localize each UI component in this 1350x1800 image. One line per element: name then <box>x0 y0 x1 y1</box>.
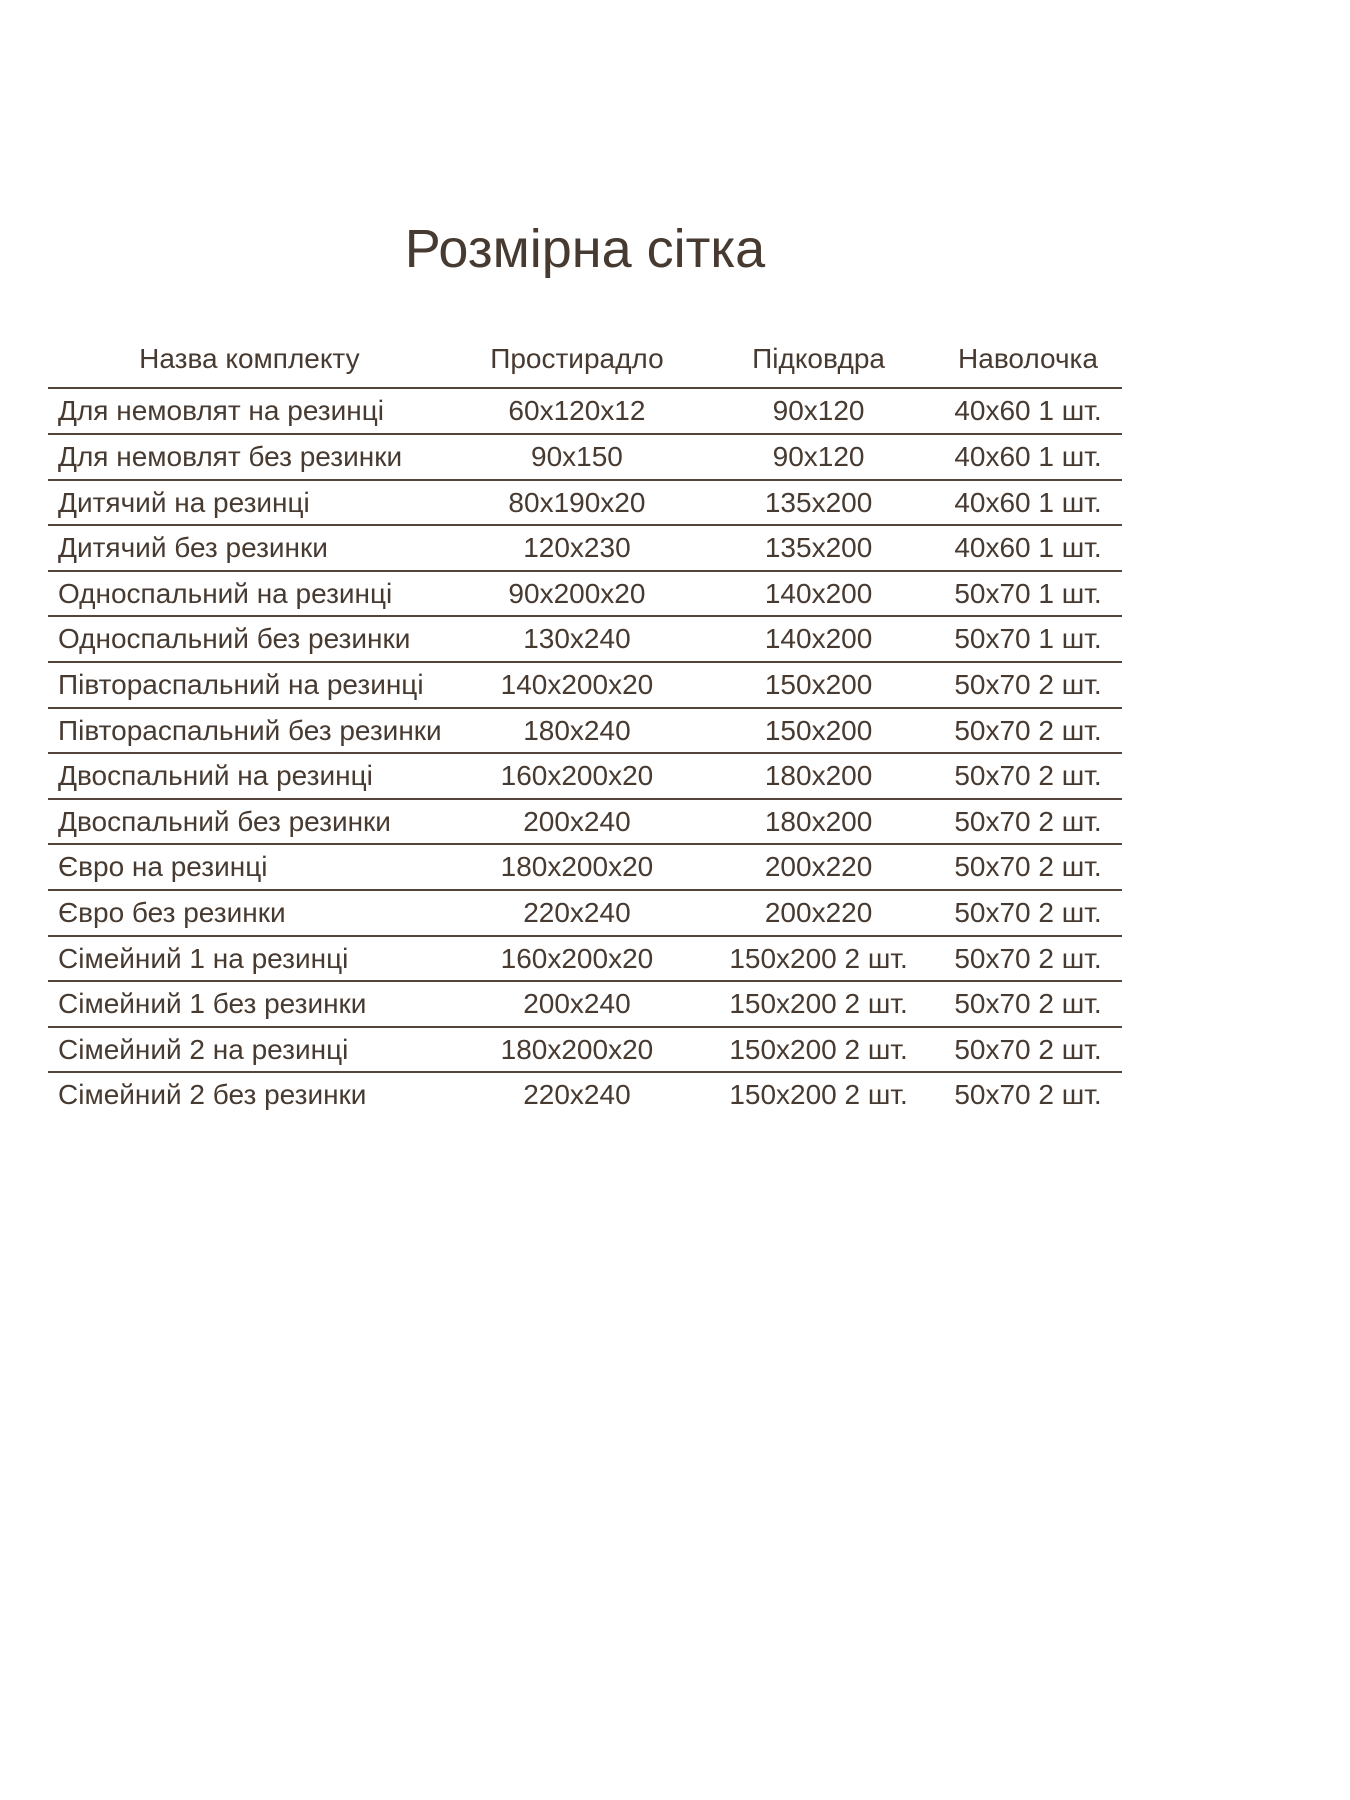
cell-set-name: Сімейний 1 без резинки <box>58 988 367 1020</box>
cell-sheet-size: 180х200х20 <box>500 851 654 883</box>
content-area <box>48 220 1122 1117</box>
cell-duvet-cover-size: 180х200 <box>764 760 873 792</box>
cell-sheet-size: 130х240 <box>523 623 631 655</box>
table-row <box>48 434 1122 480</box>
cell-pillowcase-size: 50х70 2 шт. <box>954 714 1102 746</box>
cell-set-name: Сімейний 2 без резинки <box>58 1079 367 1111</box>
cell-sheet-size: 120х230 <box>523 532 631 564</box>
cell-duvet-cover-size: 90х120 <box>772 440 865 472</box>
cell-sheet-size: 140х200х20 <box>500 668 654 700</box>
cell-pillowcase-size: 50х70 2 шт. <box>954 896 1102 928</box>
cell-sheet-size: 180х240 <box>523 714 631 746</box>
cell-duvet-cover-size: 150х200 <box>764 714 873 746</box>
table-row <box>48 799 1122 845</box>
column-header-pillowcase: Наволочка <box>958 343 1098 375</box>
cell-pillowcase-size: 50х70 1 шт. <box>954 623 1102 655</box>
table-row <box>48 708 1122 754</box>
cell-set-name: Дитячий без резинки <box>58 532 328 564</box>
cell-duvet-cover-size: 150х200 2 шт. <box>729 1079 908 1111</box>
cell-pillowcase-size: 50х70 2 шт. <box>954 1033 1102 1065</box>
cell-sheet-size: 90х150 <box>531 440 623 472</box>
table-row <box>48 571 1122 617</box>
cell-duvet-cover-size: 180х200 <box>764 805 873 837</box>
size-table <box>48 339 1122 1117</box>
table-body <box>48 388 1122 1117</box>
cell-set-name: Сімейний 1 на резинці <box>58 942 349 974</box>
table-header <box>48 339 1122 388</box>
cell-duvet-cover-size: 150х200 2 шт. <box>729 942 908 974</box>
table-row <box>48 480 1122 526</box>
cell-pillowcase-size: 50х70 2 шт. <box>954 942 1102 974</box>
cell-duvet-cover-size: 90х120 <box>772 395 865 427</box>
cell-pillowcase-size: 50х70 2 шт. <box>954 805 1102 837</box>
table-row <box>48 1027 1122 1073</box>
cell-duvet-cover-size: 140х200 <box>764 623 873 655</box>
cell-pillowcase-size: 50х70 2 шт. <box>954 988 1102 1020</box>
table-row <box>48 890 1122 936</box>
cell-sheet-size: 220х240 <box>523 1079 631 1111</box>
cell-duvet-cover-size: 200х220 <box>764 851 873 883</box>
table-row <box>48 1072 1122 1117</box>
cell-duvet-cover-size: 150х200 2 шт. <box>729 1033 908 1065</box>
cell-sheet-size: 60х120х12 <box>508 395 646 427</box>
header-row <box>48 339 1122 388</box>
column-header-sheet: Простирадло <box>490 343 664 375</box>
cell-pillowcase-size: 40х60 1 шт. <box>954 440 1102 472</box>
cell-set-name: Півтораспальний на резинці <box>58 668 424 700</box>
cell-set-name: Дитячий на резинці <box>58 486 310 518</box>
cell-pillowcase-size: 40х60 1 шт. <box>954 395 1102 427</box>
cell-set-name: Сімейний 2 на резинці <box>58 1033 349 1065</box>
cell-duvet-cover-size: 150х200 <box>764 668 873 700</box>
cell-pillowcase-size: 50х70 2 шт. <box>954 1079 1102 1111</box>
cell-set-name: Для немовлят на резинці <box>58 395 384 427</box>
cell-set-name: Для немовлят без резинки <box>58 440 403 472</box>
cell-sheet-size: 200х240 <box>523 805 631 837</box>
cell-pillowcase-size: 50х70 2 шт. <box>954 851 1102 883</box>
page-title: Розмірна сітка <box>404 219 766 279</box>
table-row <box>48 388 1122 434</box>
column-header-duvet-cover: Підковдра <box>752 343 886 375</box>
cell-sheet-size: 80х190х20 <box>508 486 646 518</box>
cell-pillowcase-size: 50х70 1 шт. <box>954 577 1102 609</box>
table-row <box>48 981 1122 1027</box>
cell-pillowcase-size: 40х60 1 шт. <box>954 532 1102 564</box>
table-row <box>48 616 1122 662</box>
cell-sheet-size: 160х200х20 <box>500 760 654 792</box>
cell-set-name: Півтораспальний без резинки <box>58 714 442 746</box>
cell-duvet-cover-size: 140х200 <box>764 577 873 609</box>
cell-duvet-cover-size: 150х200 2 шт. <box>729 988 908 1020</box>
cell-pillowcase-size: 40х60 1 шт. <box>954 486 1102 518</box>
column-header-set-name: Назва комплекту <box>139 343 360 375</box>
cell-pillowcase-size: 50х70 2 шт. <box>954 760 1102 792</box>
table-row <box>48 844 1122 890</box>
cell-pillowcase-size: 50х70 2 шт. <box>954 668 1102 700</box>
table-row <box>48 662 1122 708</box>
cell-sheet-size: 180х200х20 <box>500 1033 654 1065</box>
cell-set-name: Євро без резинки <box>58 896 286 928</box>
cell-sheet-size: 160х200х20 <box>500 942 654 974</box>
table-row <box>48 753 1122 799</box>
cell-sheet-size: 200х240 <box>523 988 631 1020</box>
cell-set-name: Односпальний на резинці <box>58 577 393 609</box>
cell-set-name: Двоспальний на резинці <box>58 760 373 792</box>
cell-set-name: Євро на резинці <box>58 851 268 883</box>
cell-duvet-cover-size: 135х200 <box>764 532 873 564</box>
cell-duvet-cover-size: 135х200 <box>764 486 873 518</box>
cell-duvet-cover-size: 200х220 <box>764 896 873 928</box>
cell-set-name: Односпальний без резинки <box>58 623 411 655</box>
cell-sheet-size: 220х240 <box>523 896 631 928</box>
table-row <box>48 525 1122 571</box>
cell-sheet-size: 90х200х20 <box>508 577 646 609</box>
cell-set-name: Двоспальний без резинки <box>58 805 391 837</box>
table-row <box>48 936 1122 982</box>
